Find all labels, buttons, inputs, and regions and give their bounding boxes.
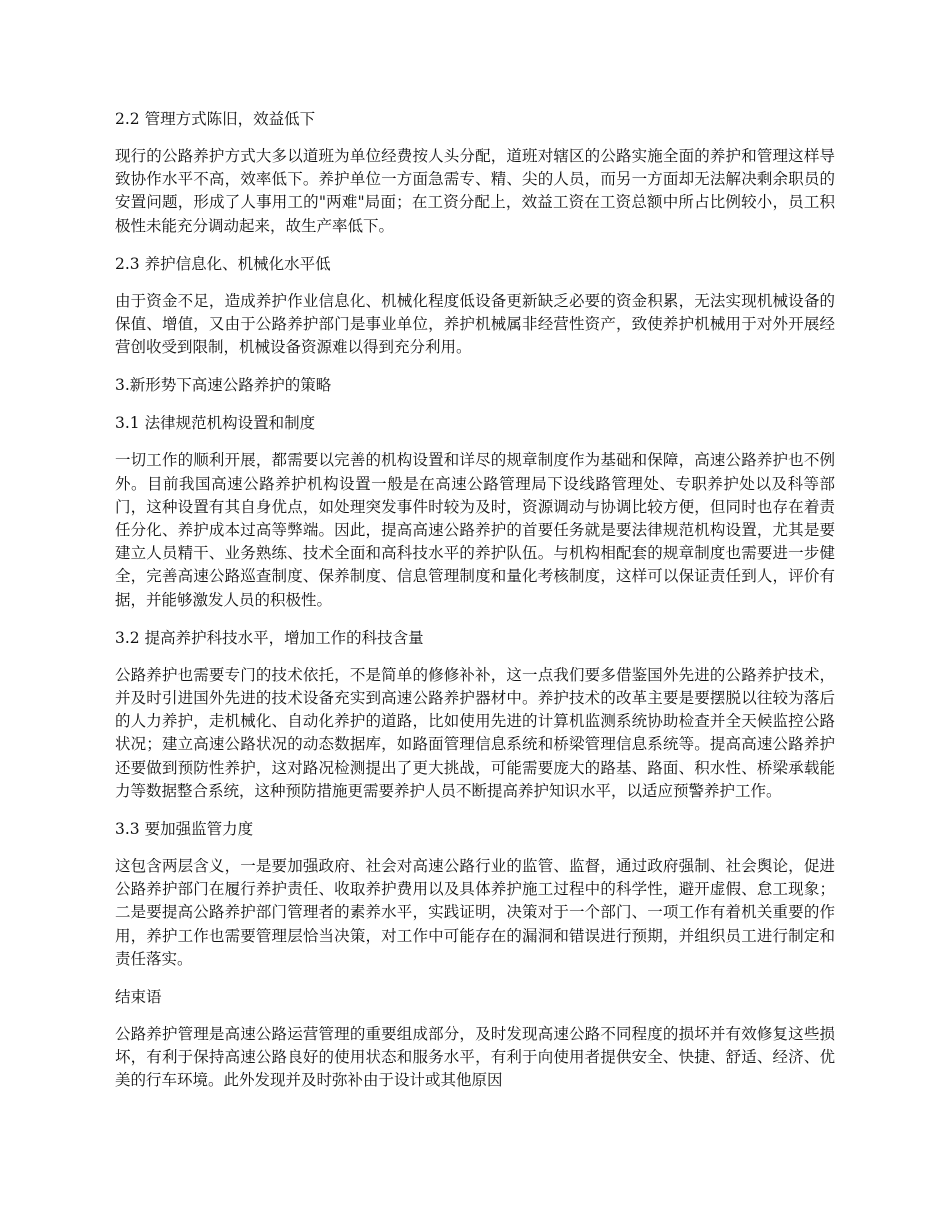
- section-paragraph: 公路养护也需要专门的技术依托，不是简单的修修补补，这一点我们要多借鉴国外先进的公路养护技术，并及时引进国外先进的技术设备充实到高速公路养护器材中。养护技术的改革主要是要摆脱以往较为落后的人力养护，走机械化、自动化养护的道路，比如使用先进的计算机监测系统协助检查并全天候监控公路状况；建立高速公路状况的动态数据库，如路面管理信息系统和桥梁管理信息系统等。提高高速公路养护还要做到预防性养护，这对路况检测提出了更大挑战，可能需要庞大的路基、路面、积水性、桥梁承载能力等数据整合系统，这种预防措施更需要养护人员不断提高养护知识水平，以适应预警养护工作。: [115, 665, 835, 800]
- section-3: [115, 373, 835, 397]
- section-paragraph: 一切工作的顺利开展，都需要以完善的机构设置和详尽的规章制度作为基础和保障，高速公路养护也不例外。目前我国高速公路养护机构设置一般是在高速公路管理局下设线路管理处、专职养护处以及科等部门，这种设置有其自身优点，如处理突发事件时较为及时，资源调动与协调比较方便，但同时也存在着责任分化、养护成本过高等弊端。因此，提高高速公路养护的首要任务就是要法律规范机构设置，尤其是要建立人员精干、业务熟练、技术全面和高科技水平的养护队伍。与机构相配套的规章制度也需要进一步健全，完善高速公路巡查制度、保养制度、信息管理制度和量化考核制度，这样可以保证责任到人，评价有据，并能够激发人员的积极性。: [115, 451, 835, 609]
- section-heading: 2.2 管理方式陈旧，效益低下: [115, 110, 316, 128]
- chapter-heading: 3.新形势下高速公路养护的策略: [115, 376, 332, 395]
- section-heading: 3.3 要加强监管力度: [115, 820, 254, 839]
- section-heading: 2.3 养护信息化、机械化水平低: [115, 254, 331, 273]
- section-3-3: [115, 817, 835, 971]
- section-paragraph: 现行的公路养护方式大多以道班为单位经费按人头分配，道班对辖区的公路实施全面的养护和管理这样导致协作水平不高，效率低下。养护单位一方面急需专、精、尖的人员，而另一方面却无法解决剩余职员的安置问题，形成了人事用工的"两难"局面；在工资分配上，效益工资在工资总额中所占比例较小，员工积极性未能充分调动起来，故生产率低下。: [115, 147, 835, 235]
- section-paragraph: 由于资金不足，造成养护作业信息化、机械化程度低设备更新缺乏必要的资金积累，无法实现机械设备的保值、增值，又由于公路养护部门是事业单位，养护机械属非经营性资产，致使养护机械用于对外开展经营创收受到限制，机械设备资源难以得到充分利用。: [115, 291, 835, 357]
- section-paragraph: 这包含两层含义，一是要加强政府、社会对高速公路行业的监管、监督，通过政府强制、社会舆论，促进公路养护部门在履行养护责任、收取养护费用以及具体养护施工过程中的科学性，避开虚假、怠工现象；二是要提高公路养护部门管理者的素养水平，实践证明，决策对于一个部门、一项工作有着机关重要的作用，养护工作也需要管理层恰当决策，对工作中可能存在的漏洞和错误进行预期，并组织员工进行制定和责任落实。: [115, 857, 835, 968]
- section-2-3: [115, 252, 835, 360]
- section-2-2: [115, 107, 835, 238]
- section-conclusion: [115, 985, 835, 1093]
- section-paragraph: 公路养护管理是高速公路运营管理的重要组成部分，及时发现高速公路不同程度的损坏并有效修复这些损坏，有利于保持高速公路良好的使用状态和服务水平，有利于向使用者提供安全、快捷、舒适、经济、优美的行车环境。此外发现并及时弥补由于设计或其他原因: [115, 1025, 835, 1090]
- section-heading: 3.1 法律规范机构设置和制度: [115, 414, 316, 433]
- section-heading: 结束语: [115, 988, 162, 1007]
- section-3-1: [115, 411, 835, 611]
- section-3-2: [115, 626, 835, 803]
- section-heading: 3.2 提高养护科技水平，增加工作的科技含量: [115, 628, 424, 647]
